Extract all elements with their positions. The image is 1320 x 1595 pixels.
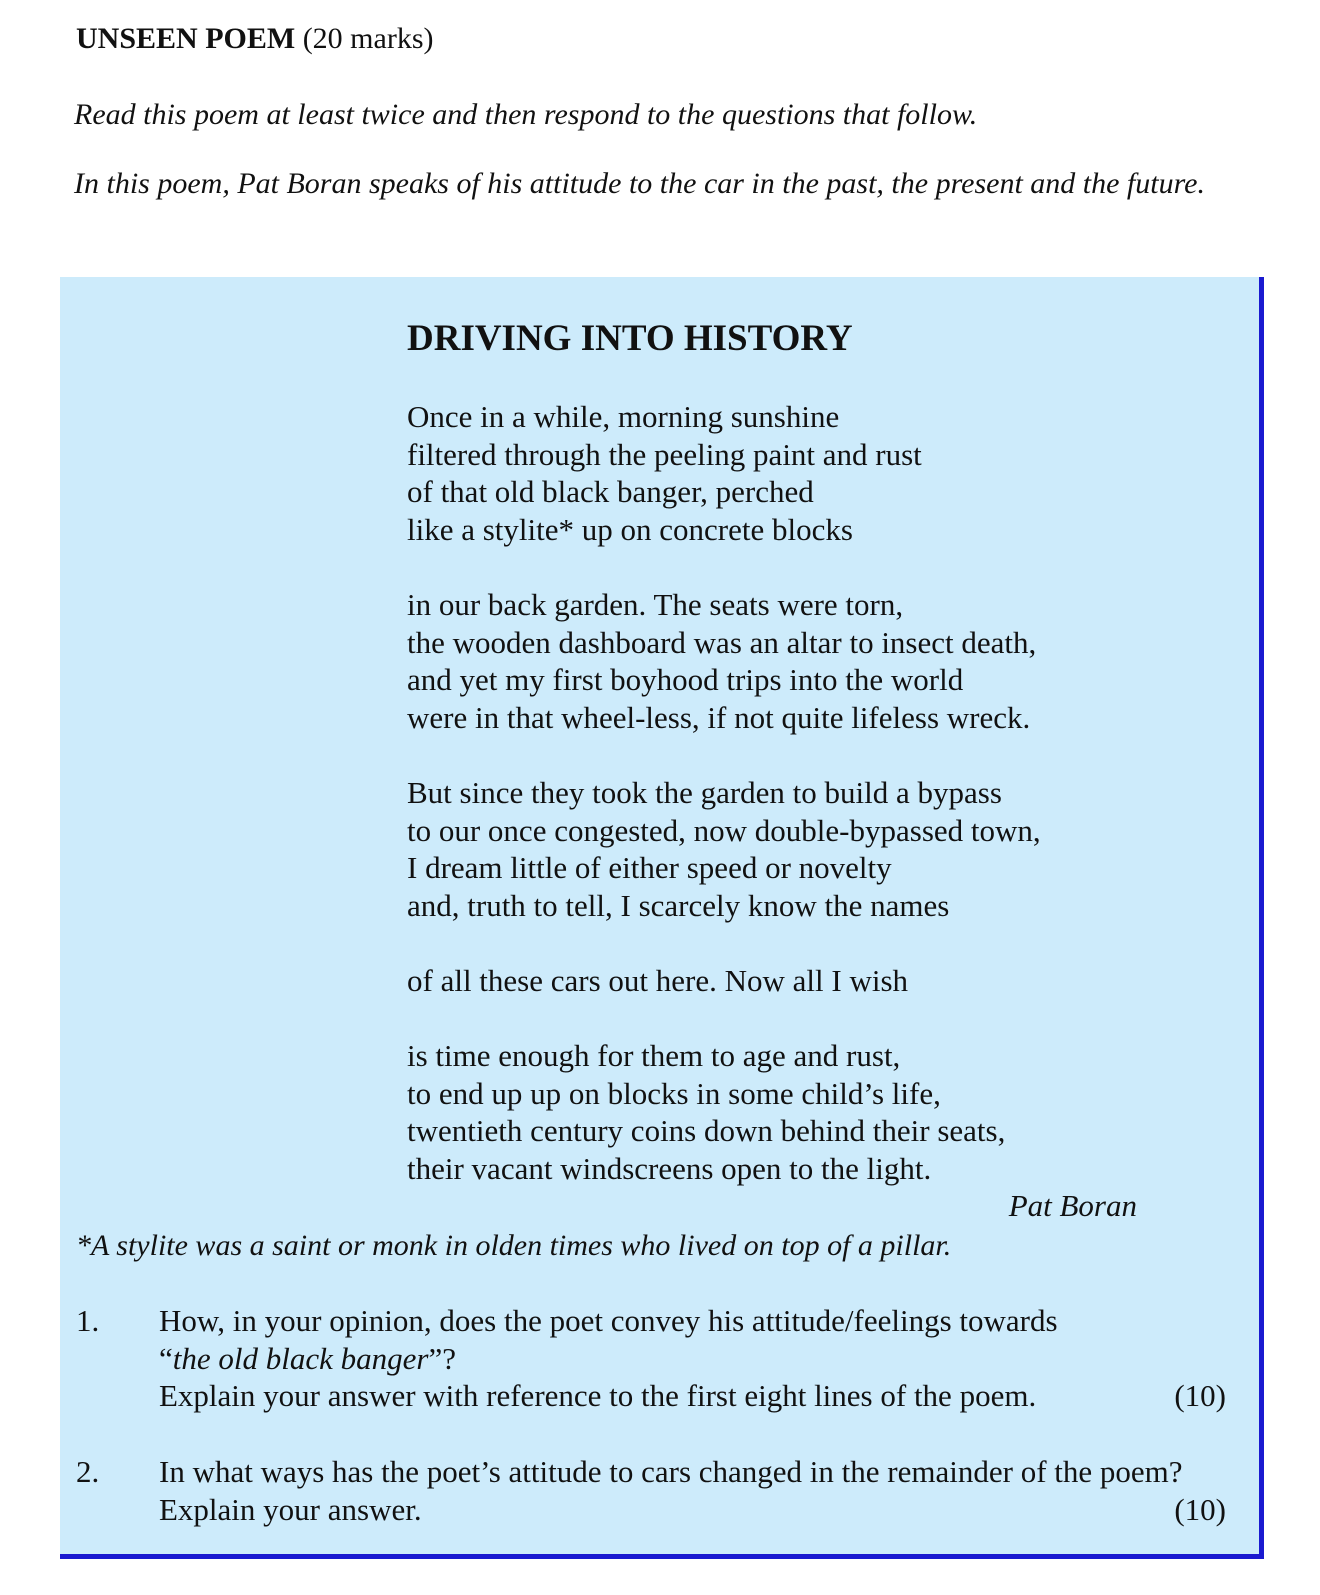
- question-line: How, in your opinion, does the poet convey his attitude/feelings towards: [159, 1303, 1058, 1338]
- poem-line: is time enough for them to age and rust,: [407, 1038, 901, 1073]
- poem-line: and, truth to tell, I scarcely know the names: [407, 887, 950, 923]
- instruction-context: In this poem, Pat Boran speaks of his attitude to the car in the past, the present and the future.: [74, 167, 1205, 200]
- section-marks: (20 marks): [302, 22, 434, 55]
- instruction-read: Read this poem at least twice and then respond to the questions that follow.: [74, 98, 978, 131]
- stanza-5: [407, 1037, 1005, 1187]
- question-line: In what ways has the poet’s attitude to cars changed in the remainder of the poem?: [159, 1454, 1183, 1489]
- poem-footnote: *A stylite was a saint or monk in olden times who lived on top of a pillar.: [76, 1229, 952, 1262]
- question-line: Explain your answer.: [159, 1491, 422, 1527]
- poem-title: DRIVING INTO HISTORY: [407, 318, 853, 359]
- section-heading: [76, 20, 433, 58]
- question-number: 1.: [76, 1303, 100, 1338]
- question-text: [159, 1453, 1226, 1528]
- question-marks: (10): [1174, 1378, 1226, 1414]
- poem-line: Once in a while, morning sunshine: [407, 399, 840, 434]
- question-marks: (10): [1174, 1491, 1226, 1527]
- stanza-1: [407, 398, 922, 548]
- poem-line: to our once congested, now double-bypassed town,: [407, 812, 1041, 848]
- poem-line: their vacant windscreens open to the light.: [407, 1150, 932, 1186]
- poem-line: I dream little of either speed or novelty: [407, 850, 892, 886]
- poem-panel: [60, 277, 1264, 1559]
- question-line-with-marks: [159, 1377, 1226, 1415]
- quote-close: ”?: [428, 1340, 456, 1376]
- poem-author: Pat Boran: [1008, 1188, 1137, 1223]
- poem-line: in our back garden. The seats were torn,: [407, 587, 904, 622]
- question-line: Explain your answer with reference to the first eight lines of the poem.: [159, 1378, 1037, 1414]
- stanza-4: [407, 962, 908, 1000]
- question-quote-line: [159, 1340, 1226, 1378]
- poem-line: of that old black banger, perched: [407, 474, 814, 510]
- quoted-phrase: the old black banger: [172, 1340, 429, 1376]
- poem-line: to end up up on blocks in some child’s life,: [407, 1075, 941, 1111]
- question-line-with-marks: [159, 1491, 1226, 1529]
- quote-open: “: [159, 1340, 173, 1376]
- poem-line: like a stylite* up on concrete blocks: [407, 511, 853, 547]
- poem-line: and yet my first boyhood trips into the world: [407, 662, 964, 698]
- poem-line: were in that wheel-less, if not quite lifeless wreck.: [407, 699, 1031, 735]
- stanza-2: [407, 586, 1036, 736]
- question-text: [159, 1302, 1226, 1415]
- poem-line: the wooden dashboard was an altar to insect death,: [407, 624, 1037, 660]
- question-number: 2.: [76, 1454, 100, 1489]
- poem-line: filtered through the peeling paint and rust: [407, 436, 922, 472]
- poem-line: of all these cars out here. Now all I wish: [407, 963, 909, 998]
- section-title: UNSEEN POEM: [76, 22, 296, 55]
- stanza-3: [407, 774, 1041, 924]
- poem-line: But since they took the garden to build a bypass: [407, 775, 1002, 810]
- poem-line: twentieth century coins down behind their seats,: [407, 1113, 1006, 1149]
